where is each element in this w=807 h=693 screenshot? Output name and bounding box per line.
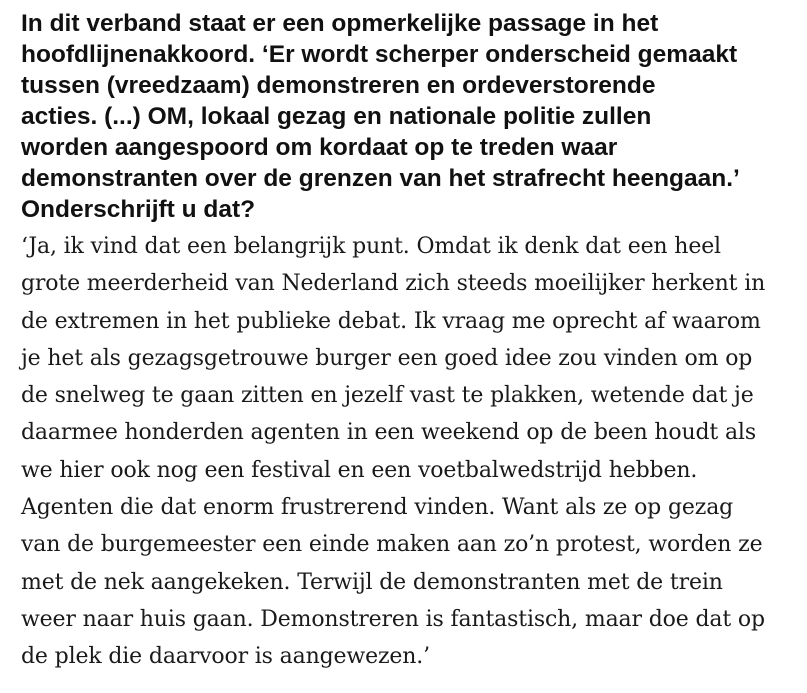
question-line: tussen (vreedzaam) demonstreren en ordeverstorende xyxy=(21,72,656,99)
article-body xyxy=(21,8,801,676)
answer-line: ‘Ja, ik vind dat een belangrijk punt. Omdat ik denk dat een heel xyxy=(21,234,721,259)
answer-line: je het als gezagsgetrouwe burger een goed idee zou vinden om op xyxy=(21,345,753,371)
answer-line: de snelweg te gaan zitten en jezelf vast te plakken, wetende dat je xyxy=(21,383,754,409)
answer-line: daarmee honderden agenten in een weekend op de been houdt als xyxy=(21,420,756,446)
answer-line: de extremen in het publieke debat. Ik vraag me oprecht af waarom xyxy=(21,308,761,334)
answer-line: weer naar huis gaan. Demonstreren is fantastisch, maar doe dat op xyxy=(21,606,765,632)
question-line: acties. (...) OM, lokaal gezag en nationale politie zullen xyxy=(21,103,652,130)
question-line: In dit verband staat er een opmerkelijke passage in het xyxy=(21,10,659,37)
question-line: demonstranten over de grenzen van het strafrecht heengaan.’ xyxy=(21,165,740,192)
answer-line: Agenten die dat enorm frustrerend vinden. Want als ze op gezag xyxy=(21,495,734,521)
question-line: hoofdlijnenakkoord. ‘Er wordt scherper onderscheid gemaakt xyxy=(21,41,738,68)
question-line: worden aangespoord om kordaat op te treden waar xyxy=(21,134,618,161)
question-line: Onderschrijft u dat? xyxy=(21,196,256,223)
answer-line: de plek die daarvoor is aangewezen.’ xyxy=(21,644,430,670)
answer-line: van de burgemeester een einde maken aan zo’n protest, worden ze xyxy=(21,532,763,558)
answer-line: grote meerderheid van Nederland zich steeds moeilijker herkent in xyxy=(21,271,766,297)
answer-line: met de nek aangekeken. Terwijl de demonstranten met de trein xyxy=(21,569,723,595)
interview-answer xyxy=(21,228,801,676)
answer-line: we hier ook nog een festival en een voetbalwedstrijd hebben. xyxy=(21,457,698,483)
interview-question xyxy=(21,8,801,225)
